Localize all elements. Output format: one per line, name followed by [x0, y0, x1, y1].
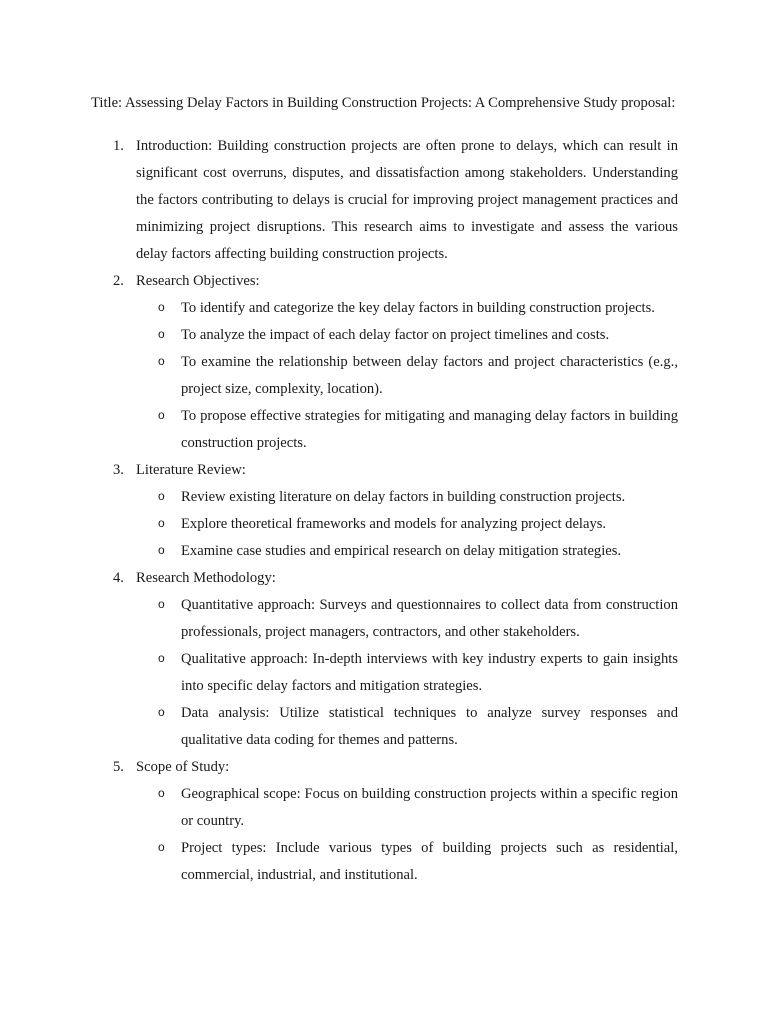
- bullet-text: Data analysis: Utilize statistical techniques to analyze survey responses and qualitative data coding for themes and patterns.: [181, 705, 678, 748]
- bullet-text: Quantitative approach: Surveys and questionnaires to collect data from construction professionals, project managers, contractors, and other stakeholders.: [181, 597, 678, 640]
- bullet-item: [136, 403, 678, 457]
- bullet-marker: o: [158, 300, 165, 314]
- bullet-list: [136, 295, 678, 457]
- bullet-item: [136, 835, 678, 889]
- bullet-item: [136, 781, 678, 835]
- bullet-text: Explore theoretical frameworks and models for analyzing project delays.: [181, 516, 607, 532]
- bullet-item: [136, 322, 678, 349]
- bullet-item: [136, 700, 678, 754]
- bullet-item: [136, 592, 678, 646]
- bullet-text: To analyze the impact of each delay factor on project timelines and costs.: [181, 327, 610, 343]
- bullet-text: To examine the relationship between delay factors and project characteristics (e.g., project size, complexity, location).: [181, 354, 678, 397]
- bullet-marker: o: [158, 543, 165, 557]
- bullet-marker: o: [158, 516, 165, 530]
- bullet-list: [136, 592, 678, 754]
- bullet-marker: o: [158, 705, 165, 719]
- bullet-list: [136, 484, 678, 565]
- bullet-marker: o: [158, 408, 165, 422]
- bullet-marker: o: [158, 651, 165, 665]
- section-item: [91, 268, 678, 457]
- bullet-item: [136, 484, 678, 511]
- bullet-text: Project types: Include various types of building projects such as residential, commercial, industrial, and institutional.: [181, 840, 678, 883]
- section-text: Research Objectives:: [136, 273, 260, 289]
- section-text: Scope of Study:: [136, 759, 230, 775]
- section-number: 4.: [113, 570, 124, 586]
- document-content: [91, 90, 678, 889]
- bullet-marker: o: [158, 597, 165, 611]
- section-number: 1.: [113, 138, 124, 154]
- bullet-text: Examine case studies and empirical research on delay mitigation strategies.: [181, 543, 622, 559]
- bullet-marker: o: [158, 489, 165, 503]
- bullet-item: [136, 295, 678, 322]
- section-number: 2.: [113, 273, 124, 289]
- section-item: [91, 754, 678, 889]
- section-list: [91, 133, 678, 889]
- bullet-item: [136, 646, 678, 700]
- bullet-text: Review existing literature on delay factors in building construction projects.: [181, 489, 626, 505]
- bullet-marker: o: [158, 786, 165, 800]
- bullet-item: [136, 538, 678, 565]
- section-item: [91, 565, 678, 754]
- bullet-text: Geographical scope: Focus on building construction projects within a specific region or country.: [181, 786, 678, 829]
- bullet-text: To identify and categorize the key delay factors in building construction projects.: [181, 300, 655, 316]
- section-item: [91, 133, 678, 268]
- section-text: Literature Review:: [136, 462, 246, 478]
- section-item: [91, 457, 678, 565]
- document-title: Title: Assessing Delay Factors in Building Construction Projects: A Comprehensive Study proposal:: [91, 95, 676, 111]
- bullet-text: Qualitative approach: In-depth interviews with key industry experts to gain insights into specific delay factors and mitigation strategies.: [181, 651, 678, 694]
- bullet-list: [136, 781, 678, 889]
- bullet-text: To propose effective strategies for mitigating and managing delay factors in building construction projects.: [181, 408, 678, 451]
- bullet-marker: o: [158, 327, 165, 341]
- section-number: 5.: [113, 759, 124, 775]
- section-text: Introduction: Building construction projects are often prone to delays, which can result in significant cost overruns, disputes, and dissatisfaction among stakeholders. Understanding the factors contributing to delays is crucial for improving project management practices and minimizing project disruptions. This research aims to investigate and assess the various delay factors affecting building construction projects.: [136, 138, 678, 262]
- bullet-marker: o: [158, 840, 165, 854]
- section-text: Research Methodology:: [136, 570, 276, 586]
- section-number: 3.: [113, 462, 124, 478]
- bullet-item: [136, 349, 678, 403]
- bullet-marker: o: [158, 354, 165, 368]
- bullet-item: [136, 511, 678, 538]
